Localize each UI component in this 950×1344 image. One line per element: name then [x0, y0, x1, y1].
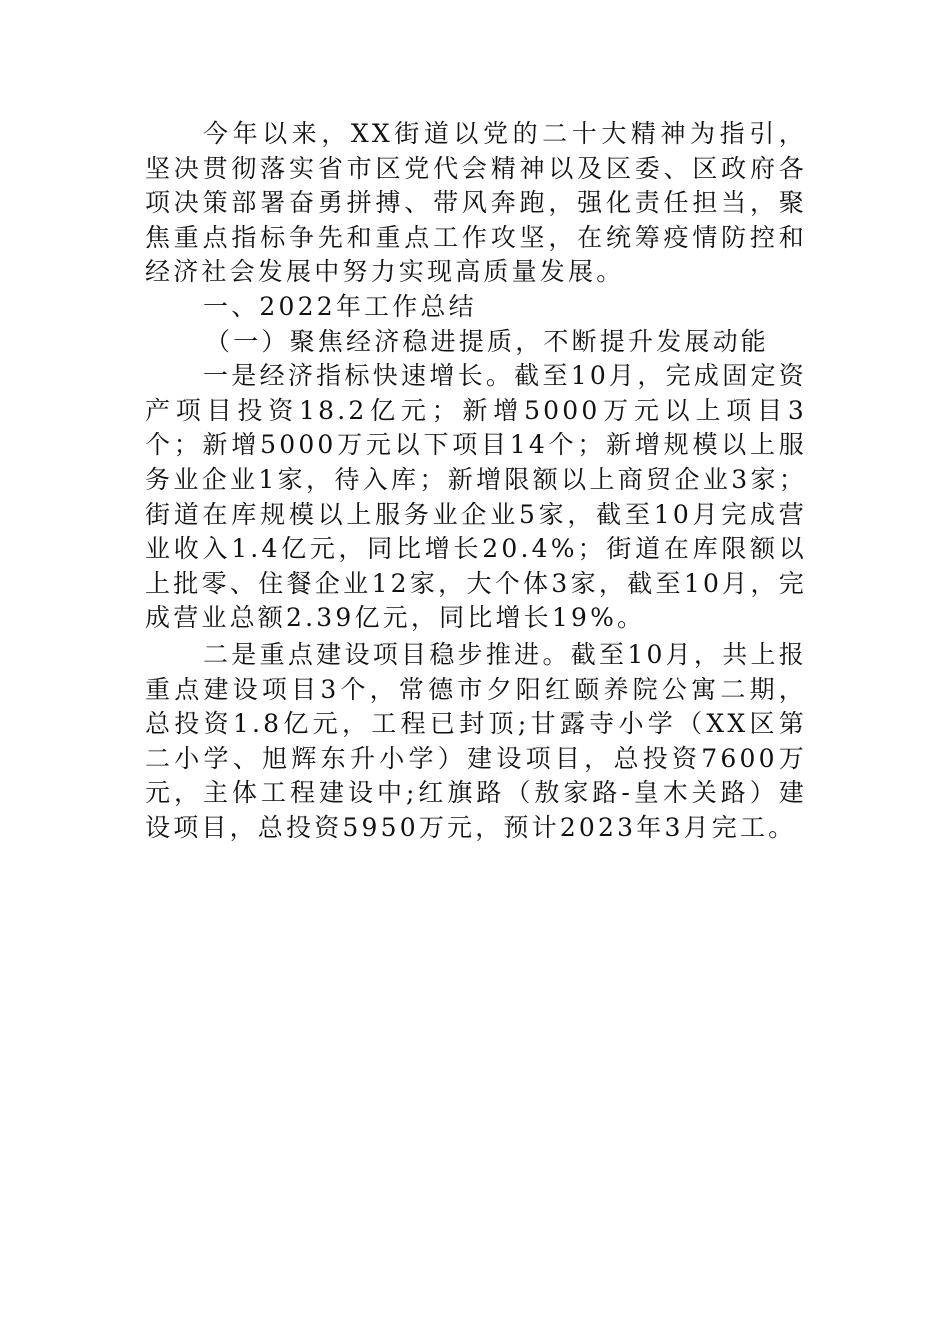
subsection-heading: （一）聚焦经济稳进提质，不断提升发展动能: [205, 326, 770, 356]
section-heading: 一、2022年工作总结: [203, 291, 477, 321]
economic-indicators-paragraph: 一是经济指标快速增长。截至10月，完成固定资产项目投资18.2亿元；新增5000万元以上项目3个；新增5000万元以下项目14个；新增规模以上服务业企业1家，待入库；新增限额以上商贸企业3家；街道在库规模以上服务业企业5家，截至10月完成营业收入1.4亿元，同比增长20.4%；街道在库限额以上批零、住餐企业12家，大个体3家，截至10月，完成营业总额2.39亿元，同比增长19%。: [145, 361, 807, 633]
key-projects-paragraph: 二是重点建设项目稳步推进。截至10月，共上报重点建设项目3个，常德市夕阳红颐养院公寓二期，总投资1.8亿元，工程已封顶;甘露寺小学（XX区第二小学、旭辉东升小学）建设项目，总投资7600万元，主体工程建设中;红旗路（敖家路-皇木关路）建设项目，总投资5950万元，预计2023年3月完工。: [145, 639, 807, 842]
document-body: [145, 117, 807, 845]
intro-paragraph: 今年以来，XX街道以党的二十大精神为指引，坚决贯彻落实省市区党代会精神以及区委、区政府各项决策部署奋勇拼搏、带风奔跑，强化责任担当，聚焦重点指标争先和重点工作攻坚，在统筹疫情防控和经济社会发展中努力实现高质量发展。: [145, 119, 807, 287]
